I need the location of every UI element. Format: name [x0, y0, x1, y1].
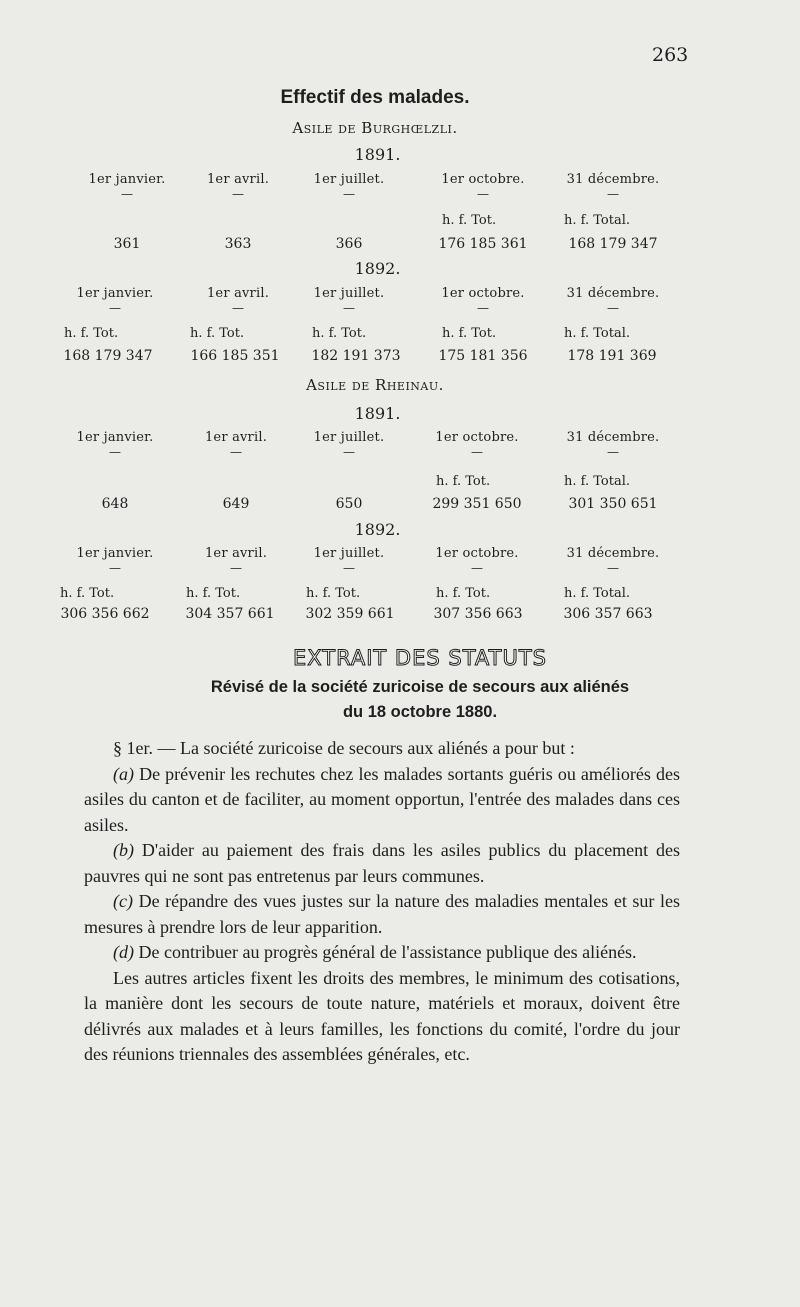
column-header: h. f. Tot. — [312, 326, 367, 341]
item-label: (b) — [113, 840, 134, 860]
subtitle-line: du 18 octobre 1880. — [342, 703, 498, 721]
column-header: h. f. Total. — [564, 213, 631, 228]
column-header: h. f. Tot. — [442, 326, 497, 341]
date-label: 1er avril. — [206, 172, 270, 187]
table-cell: 166 185 351 — [190, 348, 280, 364]
table-cell: 363 — [224, 236, 252, 252]
item-text: D'aider au paiement des frais dans les asiles publics du placement des pauvres qui ne sont pas entretenus par leurs communes. — [84, 840, 680, 886]
date-label: 1er avril. — [206, 286, 270, 301]
column-header: h. f. Total. — [564, 326, 631, 341]
paragraph — [84, 762, 680, 839]
column-header: h. f. Tot. — [436, 586, 491, 601]
extract-title: EXTRAIT DES STATUTS — [293, 646, 547, 670]
date-label: 1er avril. — [204, 430, 268, 445]
date-label: 1er janvier. — [88, 172, 166, 187]
date-label: 31 décembre. — [566, 172, 660, 187]
stat-block: 1er janvier. — 1er avril. — 1er juillet. — 1er octobre. — 31 décembre. — h. f. Tot. h. f. Tot. h. f. Tot. h. f. Tot. h. f. Total. 306 356 662 304 357 661 302 359 661 307 356 663 306 357 663 — [0, 546, 800, 646]
item-text: De répandre des vues justes sur la nature des maladies mentales et sur les mesures à prendre lors de leur apparition. — [84, 891, 680, 937]
date-label: 31 décembre. — [566, 286, 660, 301]
asylum-title: Asile de Rheinau. — [306, 376, 444, 394]
table-cell: 306 356 662 — [60, 606, 150, 622]
table-cell: 175 181 356 — [438, 348, 528, 364]
paragraph — [84, 889, 680, 940]
table-cell: 301 350 651 — [568, 496, 658, 512]
table-cell: 182 191 373 — [311, 348, 401, 364]
paragraph — [84, 838, 680, 889]
date-label: 1er janvier. — [76, 286, 154, 301]
column-header: h. f. Tot. — [64, 326, 119, 341]
statute-text — [84, 736, 680, 1068]
column-header: h. f. Tot. — [60, 586, 115, 601]
table-cell: 648 — [101, 496, 129, 512]
date-label: 1er janvier. — [76, 430, 154, 445]
table-cell: 650 — [335, 496, 363, 512]
item-text: De prévenir les rechutes chez les malades sortants guéris ou améliorés des asiles du canton et de faciliter, au moment opportun, l'entrée des malades dans ces asiles. — [84, 763, 680, 835]
table-cell: 176 185 361 — [438, 236, 528, 252]
column-header: h. f. Total. — [564, 474, 631, 489]
table-cell: 178 191 369 — [567, 348, 657, 364]
date-label: 1er octobre. — [435, 430, 519, 445]
table-cell: 299 351 650 — [432, 496, 522, 512]
stat-block: 1er janvier. — 1er avril. — 1er juillet. — 1er octobre. — 31 décembre. — h. f. Tot. h. f. Tot. h. f. Tot. h. f. Tot. h. f. Total. 168 179 347 166 185 351 182 191 373 175 181 356 178 191 369 — [0, 286, 800, 386]
date-label: 1er janvier. — [76, 546, 154, 561]
column-header: h. f. Total. — [564, 586, 631, 601]
item-text: De contribuer au progrès général de l'assistance publique des aliénés. — [134, 942, 637, 962]
date-label: 1er octobre. — [441, 172, 525, 187]
year-label: 1892. — [354, 520, 401, 539]
item-label: (d) — [113, 942, 134, 962]
date-label: 1er juillet. — [313, 286, 385, 301]
paragraph: Les autres articles fixent les droits des membres, le minimum des cotisations, la manière dont les secours de toute nature, matériels et moraux, doivent être délivrés aux malades et à leurs familles, les fonctions du comité, l'ordre du jour des réunions triennales des assemblées générales, etc. — [84, 967, 680, 1064]
page-number: 263 — [652, 44, 689, 66]
stat-block: 1er janvier. — 1er avril. — 1er juillet. — 1er octobre. — 31 décembre. — h. f. Tot. h. f. Total. 648 649 650 299 351 650 301 350 651 — [0, 430, 800, 530]
date-label: 1er juillet. — [313, 172, 385, 187]
table-cell: 306 357 663 — [563, 606, 653, 622]
date-label: 31 décembre. — [566, 430, 660, 445]
column-header: h. f. Tot. — [442, 213, 497, 228]
table-cell: 361 — [113, 236, 141, 252]
table-cell: 168 179 347 — [63, 348, 153, 364]
paragraph — [84, 940, 680, 966]
table-cell: 366 — [335, 236, 363, 252]
asylum-title: Asile de Burghœlzli. — [292, 119, 458, 137]
date-label: 1er octobre. — [435, 546, 519, 561]
year-label: 1892. — [354, 259, 401, 278]
column-header: h. f. Tot. — [306, 586, 361, 601]
table-cell: 307 356 663 — [433, 606, 523, 622]
column-header: h. f. Tot. — [436, 474, 491, 489]
table-cell: 302 359 661 — [305, 606, 395, 622]
item-label: (a) — [113, 763, 134, 784]
column-header: h. f. Tot. — [186, 586, 241, 601]
table-cell: 168 179 347 — [568, 236, 658, 252]
paragraph: § 1er. — La société zuricoise de secours aux aliénés a pour but : — [113, 738, 575, 758]
date-label: 1er juillet. — [313, 546, 385, 561]
date-label: 1er avril. — [204, 546, 268, 561]
stat-block: 1er janvier. — 1er avril. — 1er juillet. — 1er octobre. — 31 décembre. — h. f. Tot. h. f. Total. 361 363 366 176 185 361 168 179 347 — [0, 172, 800, 272]
date-label: 1er octobre. — [441, 286, 525, 301]
column-header: h. f. Tot. — [190, 326, 245, 341]
extract-subtitle — [80, 675, 760, 725]
table-cell: 304 357 661 — [185, 606, 275, 622]
date-label: 1er juillet. — [313, 430, 385, 445]
table-cell: 649 — [222, 496, 250, 512]
item-label: (c) — [113, 891, 133, 911]
year-label: 1891. — [354, 145, 401, 164]
section-title: Effectif des malades. — [280, 87, 470, 108]
subtitle-line: Révisé de la société zuricoise de secours aux aliénés — [210, 678, 630, 696]
date-label: 31 décembre. — [566, 546, 660, 561]
year-label: 1891. — [354, 404, 401, 423]
